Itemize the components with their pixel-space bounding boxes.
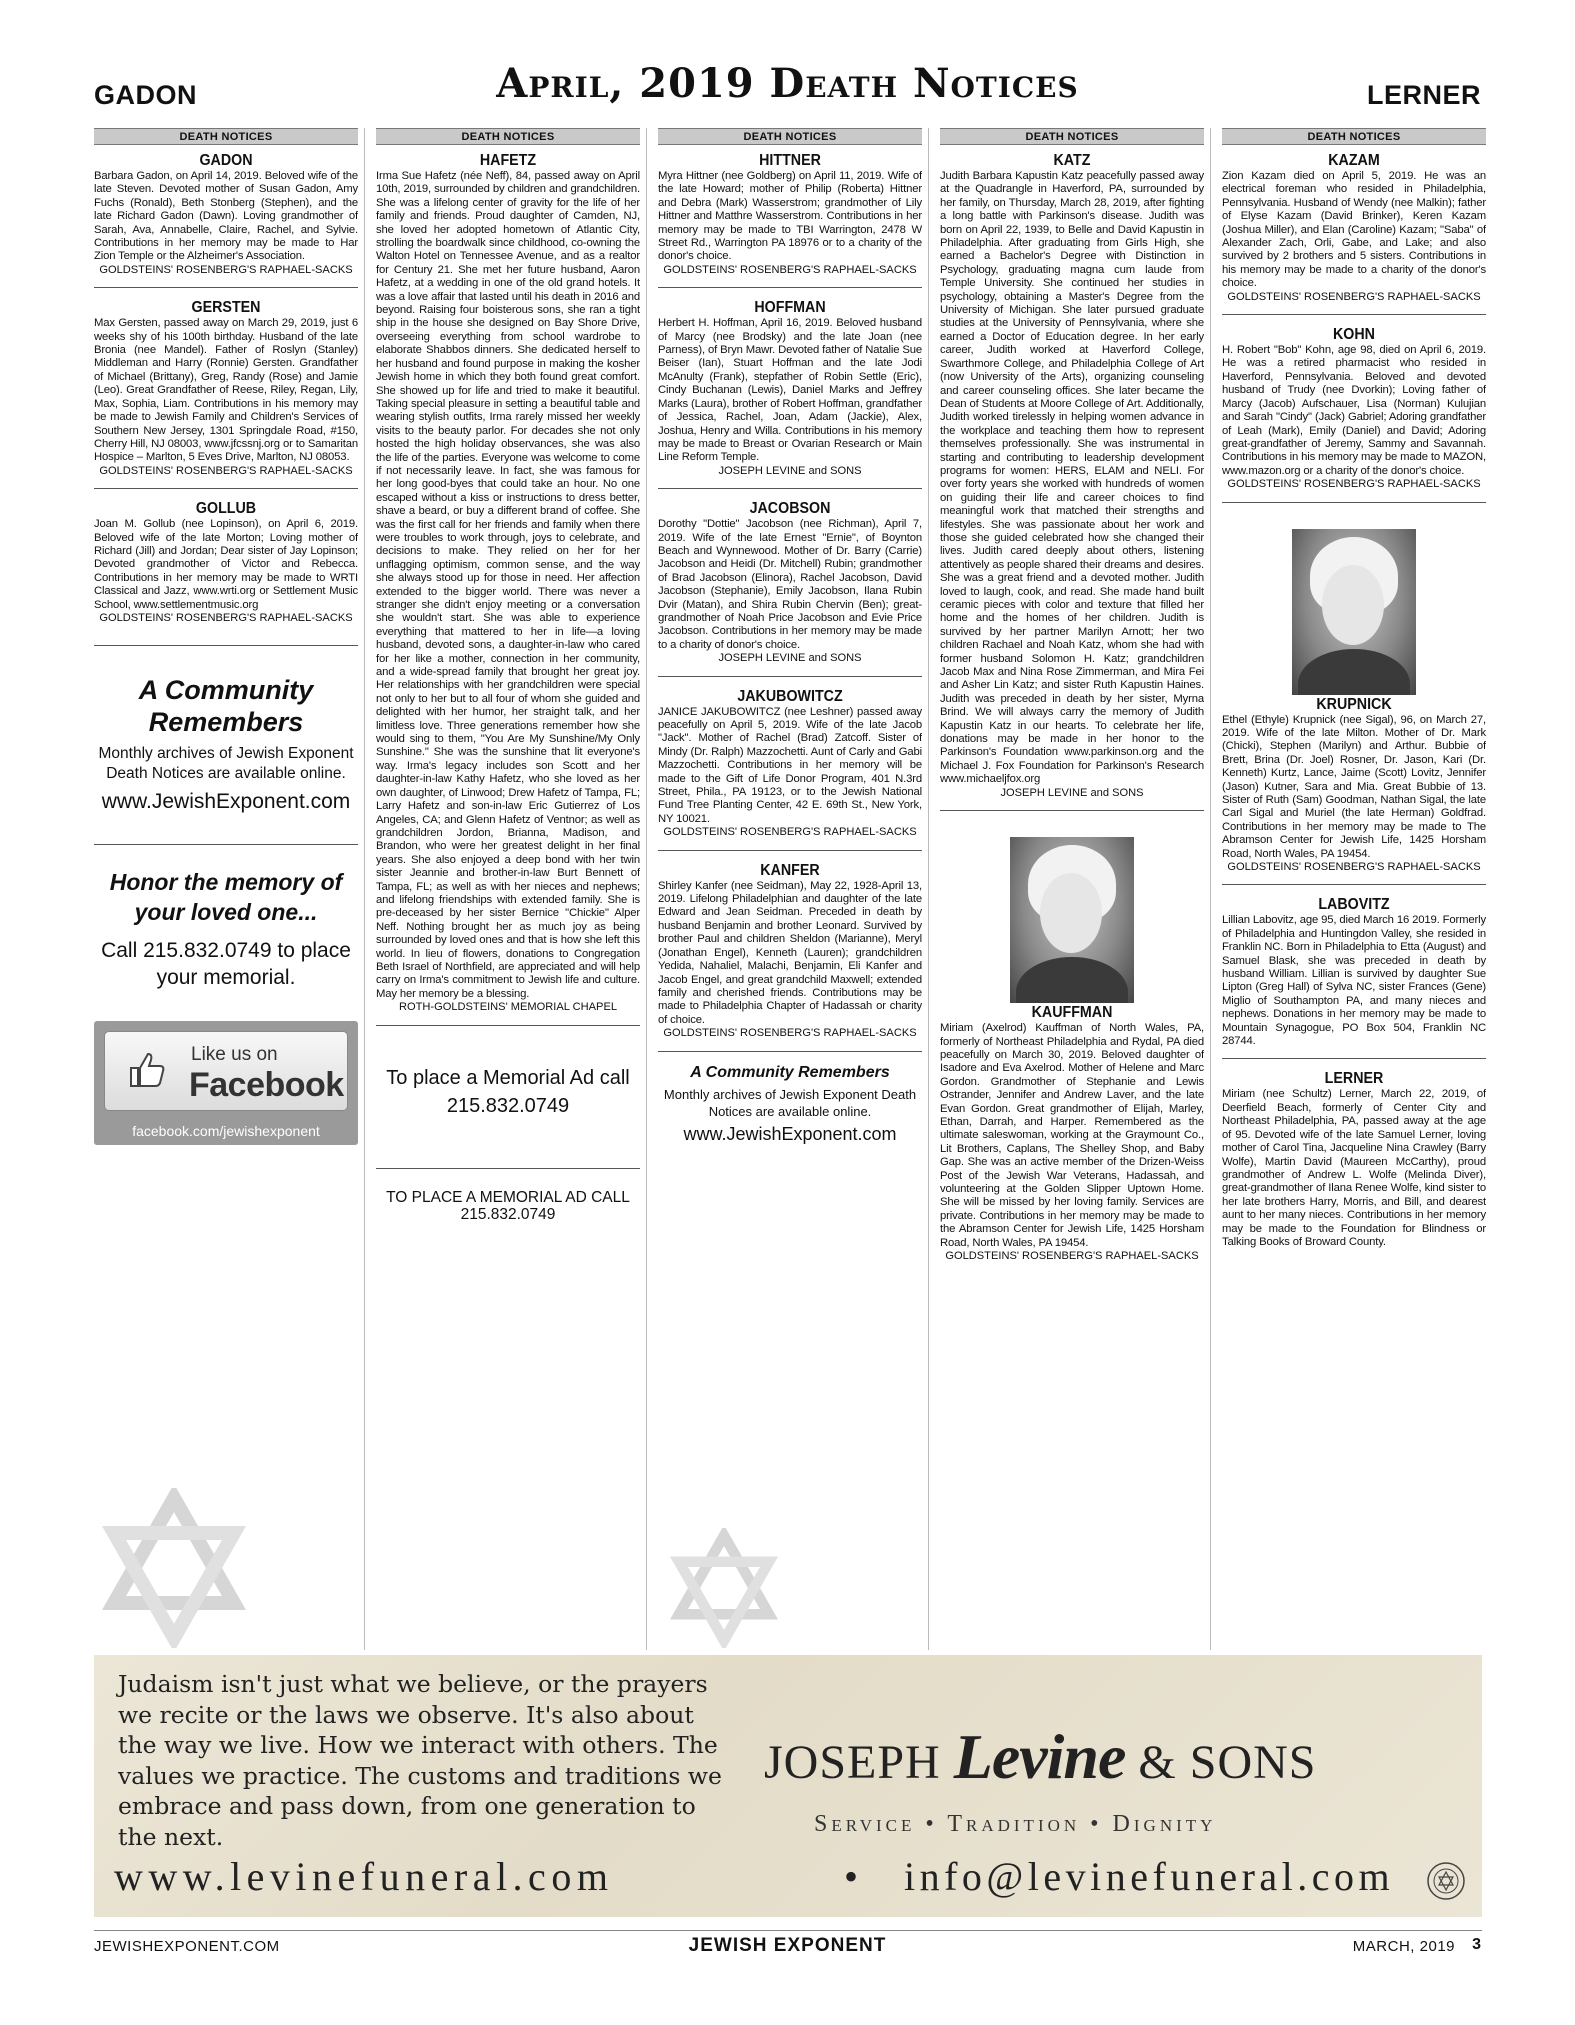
notice-separator (1222, 884, 1486, 885)
death-notice (1222, 507, 1486, 875)
notice-name: KATZ (1053, 152, 1091, 169)
notice-list (658, 145, 922, 1041)
community-url[interactable]: www.JewishExponent.com (101, 790, 351, 814)
community-title: A Community Remembers (138, 675, 314, 738)
funeral-home: ROTH-GOLDSTEINS' MEMORIAL CHAPEL (398, 1001, 618, 1014)
death-notice (1222, 319, 1486, 491)
ad-brand-script: Levine (953, 1721, 1126, 1792)
column-5 (1222, 128, 1486, 1650)
notice-list (376, 145, 640, 1015)
honor-promo (94, 867, 358, 991)
notice-name: KAZAM (1328, 152, 1380, 169)
facebook-name: Facebook (189, 1066, 344, 1105)
funeral-home: JOSEPH LEVINE and SONS (718, 652, 862, 665)
notice-name: HOFFMAN (754, 299, 826, 317)
funeral-home: GOLDSTEINS' ROSENBERG'S RAPHAEL-SACKS (1227, 478, 1481, 491)
facebook-like-text: Like us on (191, 1044, 278, 1066)
death-notice (658, 681, 922, 840)
funeral-home: GOLDSTEINS' ROSENBERG'S RAPHAEL-SACKS (99, 611, 353, 624)
notice-body: Judith Barbara Kapustin Katz peacefully passed away at the Quadrangle in Haverford, PA, surrounded by her family, on Thursday, March 28, 2019, after fighting a long battle with Parkinson's disease. Judith was born on April 22, 1939, to Belle and David Kapustin in Philadelphia. After graduating from Girls High, she earned a Bachelor's Degree with Distinction in Psychology, graduating magna cum laude from Temple University. She continued her studies in psychology, obtaining a Master's Degree from the University of Michigan. She later pursued graduate studies at the University of Pennsylvania, where she earned a Doctor of Education degree. In her early career, Judith worked at Haverford College, Swarthmore College, and Philadelphia College of Art (now University of the Arts), organizing counseling and career counseling offices. She later became the Dean of Students at Moore College of Art. Additionally, Judith worked tirelessly in helping women advance in the workplace and teaching them how to represent themselves professionally. She was instrumental in starting and contributing to leadership development programs for women: HERS, ELAM and NELI. For over forty years she worked with hundreds of women on guiding their life and career choices to find meaningful work that matched their strengths and lifestyles. She was passionate about her work and those she guided celebrated how she changed their lives. Judith cared deeply about others, listening attentively as people shared their dreams and desires. She was a great friend and a devoted mother. Judith loved to laugh, cook, and read. She made hand built ceramic pieces with color and texture that filled her home and the homes of her children. Judith is survived by her partner Marilyn Arnott; her two children Rachael and Noah Katz, whom she had with former husband Solomon H. Katz; grandchildren Jacob Max and Nina Rose Zimmerman, and Mira Fei and Asher Lin Katz; and sister Ruth Kapustin Haines. Judith was preceded in death by her sister, Myrna Brind. We will always carry the memory of Judith Kapustin Katz in our hearts. To celebrate her life, donations may be made in her honor to the Parkinson's Foundation www.parkinson.org and the Michael J. Fox Foundation for Parkinson's Research www.michaeljfox.org (940, 170, 1204, 786)
divider (94, 844, 358, 845)
honor-text: Call 215.832.0749 to place your memorial. (101, 939, 351, 990)
ad-brand-joseph: JOSEPH (764, 1736, 941, 1789)
header-right-name: LERNER (1366, 80, 1481, 110)
column-1 (94, 128, 358, 1650)
column-head: DEATH NOTICES (376, 128, 640, 145)
death-notice (94, 493, 358, 625)
notice-separator (1222, 502, 1486, 503)
facebook-banner[interactable] (94, 1021, 358, 1145)
death-notice (658, 493, 922, 665)
death-notice (94, 145, 358, 277)
facebook-button[interactable] (104, 1031, 348, 1111)
column-head: DEATH NOTICES (94, 128, 358, 145)
ad-brand (764, 1720, 1316, 1794)
community-promo-small (658, 1062, 922, 1146)
death-notice (376, 145, 640, 1015)
notice-body: Barbara Gadon, on April 14, 2019. Beloved wife of the late Steven. Devoted mother of Susan Gadon, Amy Fuchs (Ronald), Beth Stonberg (Stephen), and the late Richard Gadon (Dawn). Loving grandmother of Sarah, Ava, Annabelle, Claire, Rachel, and Sylvie. Contributions in her memory may be made to Har Zion Temple or the Alzheimer's Association. (94, 170, 358, 263)
thumbs-up-icon (127, 1050, 167, 1090)
header-left-name: GADON (94, 80, 197, 110)
divider (94, 645, 358, 646)
death-notice (940, 815, 1204, 1263)
notice-name: JACOBSON (749, 500, 831, 518)
notice-name: JAKUBOWITCZ (737, 687, 843, 705)
portrait-photo (1292, 529, 1416, 695)
notice-name: KANFER (760, 861, 820, 879)
notice-separator (940, 810, 1204, 811)
memorial-ad-text: To place a Memorial Ad call 215.832.0749 (386, 1066, 630, 1117)
community-text: Monthly archives of Jewish Exponent Death Notices are available online. (663, 1086, 917, 1119)
divider (658, 1051, 922, 1052)
star-of-david-icon (664, 1528, 784, 1648)
death-notice (1222, 1063, 1486, 1249)
ad-website[interactable]: www.levinefuneral.com (114, 1854, 614, 1899)
memorial-ad-caps: TO PLACE A MEMORIAL AD CALL 215.832.0749 (386, 1188, 630, 1223)
notice-separator (658, 676, 922, 677)
notice-body: Ethel (Ethyle) Krupnick (nee Sigal), 96, on March 27, 2019. Wife of the late Milton. Mother of Dr. Mark (Chicki), Stephen (Marilyn) and Arthur. Bubbie of Brett, Brina (Dr. Joel) Rosner, Dr. Jason, Kari (Dr. Kenneth) Kurtz, Lance, Jaime (Scott) Lovitz, Jennifer (Jason) Kutner, Sara and Mia. Great Bubbie of 13. Sister of Ruth (Sam) Goodman, Nathan Sigal, the late Carl Sigal and Muriel (the late Herman) Goldfrad. Contributions in her memory may be made to The Abramson Center for Jewish Life, 1425 Horsham Road, North Wales, PA 19454. (1222, 713, 1486, 860)
community-text: Monthly archives of Jewish Exponent Death Notices are available online. (98, 745, 354, 783)
notice-body: Zion Kazam died on April 5, 2019. He was an electrical foreman who resided in Philadelphia, Pennsylvania. Husband of Wendy (nee Malkin); father of Elyse Kazam (David Brinker), Keren Kazam (Joshua Miller), and Elan (Caroline) Kazam; "Saba" of Alexander Zach, Orli, Gabe, and Lake; and also survived by 2 brothers and 5 sisters. Contributions in his memory may be made to a charity of the donor's choice. (1222, 170, 1486, 290)
notice-list (1222, 145, 1486, 1249)
page-title: April, 2019 Death Notices (496, 60, 1079, 107)
notice-separator (94, 488, 358, 489)
notice-body: Herbert H. Hoffman, April 16, 2019. Beloved husband of Marcy (nee Brodsky) and the late Joan (nee Parness), of Bryn Mawr. Devoted father of Natalie Sue Beiser (Ian), Stuart Hoffman and the late Jodi McAnulty (Frank), stepfather of Robin Settle (Eric), Cindy Buchanan (Lewis), Daniel Marks and Jeffrey Marks (Laura), brother of Robert Hoffman, grandfather of Jessica, Rachel, Joan, Adam (Jackie), Alex, Joshua, Henry and Willa. Contributions in his memory may be made to Breast or Ovarian Research or Main Line Reform Temple. (658, 317, 922, 464)
death-notice (1222, 889, 1486, 1048)
footer-website: JEWISHEXPONENT.COM (94, 1938, 280, 1955)
community-url[interactable]: www.JewishExponent.com (683, 1123, 897, 1144)
notice-body: Dorothy "Dottie" Jacobson (nee Richman), April 7, 2019. Wife of the late Ernest "Ernie", of Boynton Beach and Wynnewood. Mother of Dr. Barry (Carrie) Jacobson and Heidi (Dr. Mitchell) Rubin; grandmother of Brad Jacobson (Elinora), Rachel Jacobson, David Jacobson (Stephanie), Emily Jacobson, Ilana Rubin Dvir (Matan), and Shira Rubin Chervin (Ben); great-grandmother of Noah Price Jacobson and Evie Price Jacobson. Contributions in her memory may be made to a charity of donor's choice. (658, 518, 922, 651)
notice-separator (1222, 314, 1486, 315)
notice-name: LABOVITZ (1318, 896, 1390, 914)
column-3 (658, 128, 922, 1650)
death-notice (658, 145, 922, 277)
honor-title: Honor the memory of your loved one... (109, 869, 343, 926)
column-divider (1210, 128, 1211, 1650)
funeral-home: GOLDSTEINS' ROSENBERG'S RAPHAEL-SACKS (1227, 861, 1481, 873)
notice-list (940, 145, 1204, 1263)
column-head: DEATH NOTICES (940, 128, 1204, 145)
notice-name: KAUFFMAN (1031, 1004, 1113, 1022)
seal-icon (1426, 1861, 1466, 1901)
notice-name: HAFETZ (479, 152, 537, 169)
funeral-home: GOLDSTEINS' ROSENBERG'S RAPHAEL-SACKS (663, 826, 917, 839)
death-notice (94, 292, 358, 478)
ad-brand-sons: & SONS (1138, 1736, 1317, 1789)
portrait-photo (1010, 837, 1134, 1003)
footer-publication: JEWISH EXPONENT (688, 1935, 887, 1956)
notice-body: Irma Sue Hafetz (née Neff), 84, passed away on April 10th, 2019, surrounded by children and grandchildren. She was a lifelong center of gravity for the life of her family and friends. Proud daughter of Camden, NJ, she loved her adopted hometown of Atlantic City, strolling the boardwalk since childhood, co-owning the Walton Hotel on Tennessee Avenue, and as a realtor for Century 21. She met her future husband, Aaron Hafetz, at a wedding in one of the old grand hotels. It was a love affair that lasted until his death in 2016 and beyond. Raising four boisterous sons, she ran a tight ship in the house she designed on Bay Shore Drive, overseeing everything from school wardrobe to elaborate Shabbos dinners. She dedicated herself to her husband and found purpose in making the kosher Jewish home in which they both found great comfort. She showed up for life and tried to make it beautiful. Taking special pleasure in setting a beautiful table and wearing stylish outfits, Irma rarely missed her weekly visits to the beauty parlor. For decades she not only hosted the high holiday observances, she was also the life of the parties. Everyone was welcome to come if not necessarily leave. In fact, she was famous for her long good-byes that could take an hour. No one escaped without a kiss or instructions to dress better, shave a beard, or buy a different brand of coffee. She was the first call for her friends and family when there were troubles to work through, joys to celebrate, and decisions to make. They relied on her for her unflagging optimism, common sense, and the way she always stood up for those in need. Her affection extended to the bigger world. There was never a stranger she didn't enjoy meeting or a conversation she wouldn't start. She was able to experience everything that mattered to her in life—a loving husband, devoted sons, a daughter-in-law who cared for her like a mother, connection in her community, and a wide-spread family that brought her great joy. Her relationships with her grandchildren were special not only to her but to all four of whom she guided and delighted with her humor, her straight talk, and her limitless love. Three generations remember how she would sing to them, "You Are My Sunshine/My Only Sunshine." She was the sunshine that lit everyone's way. Irma's legacy includes son Scott and her daughter-in-law Kathy Hafetz, who she loved as her own daughter, of Linwood; Drew Hafetz of Tampa, FL; Larry Hafetz and son-in-law Eric Gutierrez of Los Angeles, CA; and Glenn Hafetz of Ventnor; as well as grandchildren Jordon, Brianna, Madison, and Brandon, who were her greatest delight in her final years. She also enjoyed a deep bond with her twin sister Jeannie and brother-in-law Burt Bennett of Tampa, FL; as well as with her nieces and nephews; and lifelong friendships with extended family. She is pre-deceased by her sister Bernice "Chickie" Alper Neff. Nothing brought her as much joy as being surrounded by loved ones and that is how she left this world. In lieu of flowers, donations to Congregation Beth Israel of Northfield, are appreciated and will help carry on Irma's commitment to Jewish life and culture. May her memory be a blessing. (376, 170, 640, 1000)
notice-body: Myra Hittner (nee Goldberg) on April 11, 2019. Wife of the late Howard; mother of Philip (Roberta) Hittner and Debra (Mark) Wasserstrom; grandmother of Lily Hittner and Matthre Wasserstrom. Contributions in her memory may be made to TBI Warrington, 2478 W Street Rd., Warrington PA 18976 or to a charity of the donor's choice. (658, 170, 922, 263)
star-of-david-icon (94, 1488, 254, 1648)
death-notice (1222, 145, 1486, 304)
death-notice (940, 145, 1204, 800)
notice-body: JANICE JAKUBOWITCZ (nee Leshner) passed away peacefully on April 5, 2019. Wife of the late Jacob "Jack". Mother of Rachel (Brad) Zatcoff. Sister of Mindy (Dr. Ralph) Mazzochetti. Aunt of Carly and Gabi Mazzochetti. Contributions in her memory will be made to the Gift of Life Donor Program, 401 N.3rd Street, Phila., PA 19123, or to the Jewish National Fund Tree Planting Center, 42 E. 69th St., New York, NY 10021. (658, 705, 922, 825)
funeral-home: GOLDSTEINS' ROSENBERG'S RAPHAEL-SACKS (663, 1027, 917, 1040)
column-divider (928, 128, 929, 1650)
divider (376, 1168, 640, 1169)
notice-name: KRUPNICK (1316, 695, 1392, 713)
page-number: 3 (1472, 1936, 1481, 1953)
death-notice (658, 292, 922, 478)
ad-motto: Service • Tradition • Dignity (814, 1811, 1217, 1837)
funeral-home: GOLDSTEINS' ROSENBERG'S RAPHAEL-SACKS (99, 464, 353, 477)
notice-body: Joan M. Gollub (nee Lopinson), on April 6, 2019. Beloved wife of the late Morton; Loving mother of Richard (Jill) and Jordan; Dear sister of Jay Lopinson; Devoted grandmother of Victor and Rebecca. Contributions in her memory may be made to WRTI Classical and Jazz, www.wrti.org or Settlement Music School, www.settlementmusic.org (94, 518, 358, 611)
notice-name: GOLLUB (195, 500, 257, 518)
footer-date: MARCH, 2019 (1352, 1938, 1455, 1955)
ad-tagline: Judaism isn't just what we believe, or the prayers we recite or the laws we observe. It's also about the way we live. How we interact with others. The values we practice. The customs and traditions we embrace and pass down, from one generation to the next. (118, 1670, 722, 1851)
notice-list (94, 145, 358, 625)
footer-rule (94, 1930, 1482, 1931)
notice-separator (658, 488, 922, 489)
column-2 (376, 128, 640, 1650)
community-promo (94, 674, 358, 816)
notice-body: Miriam (Axelrod) Kauffman of North Wales, PA, formerly of Northeast Philadelphia and Rydal, PA died peacefully on March 30, 2019. Beloved daughter of Isadore and Eva Axelrod. Mother of Helene and Marc Gordon. Grandmother of Stephanie and Lewis Ostrander, Jennifer and Andrew Laver, and the late Evan Gordon. Great grandmother of Elijah, Marley, Ethan, Darrah, and Harper. Remembered as the ultimate saleswoman, working at the Graymount Co., Lit Brothers, Caplans, The Shelley Shop, and Baby Gap. She was an active member of the Drizen-Weiss Post of the Jewish War Veterans, Hadassah, and volunteering at the Golden Slipper Uptown Home. She will be missed by her loving family. Services are private. Contributions in her memory may be made to the Abramson Center for Jewish Life, 1425 Horsham Road, North Wales, PA 19454. (940, 1022, 1204, 1249)
notice-name: HITTNER (759, 152, 821, 169)
notice-body: Miriam (nee Schultz) Lerner, March 22, 2019, of Deerfield Beach, formerly of Center City and Northeast Philadelphia, PA, passed away at the age of 95. Devoted wife of the late Samuel Lerner, loving mother of Carol Tina, Jacqueline Nina Crawley (Barry Wolfe), Martin David (Maureen McCarthy), proud grandmother of Andrew L. Wolfe (Melinda Diver), great-grandmother of Ilana Renee Wolfe, kind sister to her late brothers Harry, Morris, and Bill, and dearest aunt to her many nieces. Contributions in her memory may be made to the Foundation for Blindness or Talking Books of Broward County. (1222, 1088, 1486, 1248)
notice-body: Max Gersten, passed away on March 29, 2019, just 6 weeks shy of his 100th birthday. Husband of the late Bronia (nee Mandel). Father of Roslyn (Stanley) Middleman and Harry (Ronnie) Gersten. Grandfather of Michael (Brittany), Greg, Randy (Rose) and Jamie (Leo). Great Grandfather of Reese, Riley, Regan, Lily, Max, Sophia, Liam. Contributions in his memory may be made to Jewish Family and Children's Services of Southern New Jersey, 1301 Springdale Road, #150, Cherry Hill, NJ 08003, www.jfcssnj.org or to Samaritan Hospice – Marlton, 5 Eves Drive, Marlton, NJ 08053. (94, 317, 358, 464)
funeral-home: JOSEPH LEVINE and SONS (1000, 786, 1144, 799)
notice-body: H. Robert "Bob" Kohn, age 98, died on April 6, 2019. He was a retired pharmacist who resided in Haverford, Pennsylvania. Beloved and devoted husband of Trudy (nee Dvorkin); Loving father of Marcy (Jacob) Aufschauer, Lisa (Norman) Kulujian and Sarah "Cindy" (Jack) Gabriel; Adoring grandfather of Leah (Mark), Emily (Daniel) and David; Adoring great-grandfather of Jeremy, Sammy and Savannah. Contributions in his memory may be made to MAZON, www.mazon.org or a charity of the donor's choice. (1222, 344, 1486, 477)
divider (376, 1025, 640, 1026)
notice-separator (658, 850, 922, 851)
notice-separator (94, 287, 358, 288)
column-head: DEATH NOTICES (658, 128, 922, 145)
facebook-url[interactable]: facebook.com/jewishexponent (132, 1123, 320, 1140)
notice-name: GADON (199, 152, 253, 169)
community-title: A Community Remembers (690, 1063, 890, 1081)
column-divider (364, 128, 365, 1650)
column-4 (940, 128, 1204, 1650)
notice-separator (1222, 1058, 1486, 1059)
funeral-home: GOLDSTEINS' ROSENBERG'S RAPHAEL-SACKS (99, 263, 353, 276)
column-divider (646, 128, 647, 1650)
funeral-home: GOLDSTEINS' ROSENBERG'S RAPHAEL-SACKS (1227, 290, 1481, 303)
notice-body: Lillian Labovitz, age 95, died March 16 2019. Formerly of Philadelphia and Huntingdon Valley, she resided in Franklin NC. Born in Philadelphia to Etta (August) and Samuel Blask, she was preceded in death by husband William. Lillian is survived by daughter Sue Lipton (Greg Hall) of Sylva NC, sister Frances (Gene) Miglio of Southampton PA, and many nieces and nephews. Donations in her memory may be made to Mountain Synagogue, PO Box 504, Franklin NC 28744. (1222, 914, 1486, 1048)
notice-name: KOHN (1332, 326, 1375, 344)
funeral-home: GOLDSTEINS' ROSENBERG'S RAPHAEL-SACKS (945, 1250, 1199, 1262)
death-notice (658, 855, 922, 1041)
memorial-ad-promo (376, 1064, 640, 1120)
notice-name: GERSTEN (191, 299, 261, 317)
levine-advertisement[interactable] (94, 1655, 1482, 1917)
notice-body: Shirley Kanfer (nee Seidman), May 22, 1928-April 13, 2019. Lifelong Philadelphian and daughter of the late Edward and Jean Seidman. Preceded in death by husband Benjamin and brother Leonard. Survived by brother Paul and children Sheldon (Marianne), Meryl (Jonathan Engel), Kenneth (Lauren); grandchildren Yedida, Nahaliel, Malachi, Benjamin, Eli Kanfer and Jacob Engel, and great grandchild Maxwell; extended family and cherished friends. Contributions may be made to Philadelphia Chapter of Hadassah or charity of choice. (658, 879, 922, 1026)
notice-name: LERNER (1324, 1070, 1384, 1088)
ad-email[interactable]: info@levinefuneral.com (904, 1854, 1395, 1899)
ad-bullet: • (844, 1854, 859, 1899)
funeral-home: JOSEPH LEVINE and SONS (718, 464, 862, 477)
notice-separator (658, 287, 922, 288)
funeral-home: GOLDSTEINS' ROSENBERG'S RAPHAEL-SACKS (663, 263, 917, 276)
column-head: DEATH NOTICES (1222, 128, 1486, 145)
